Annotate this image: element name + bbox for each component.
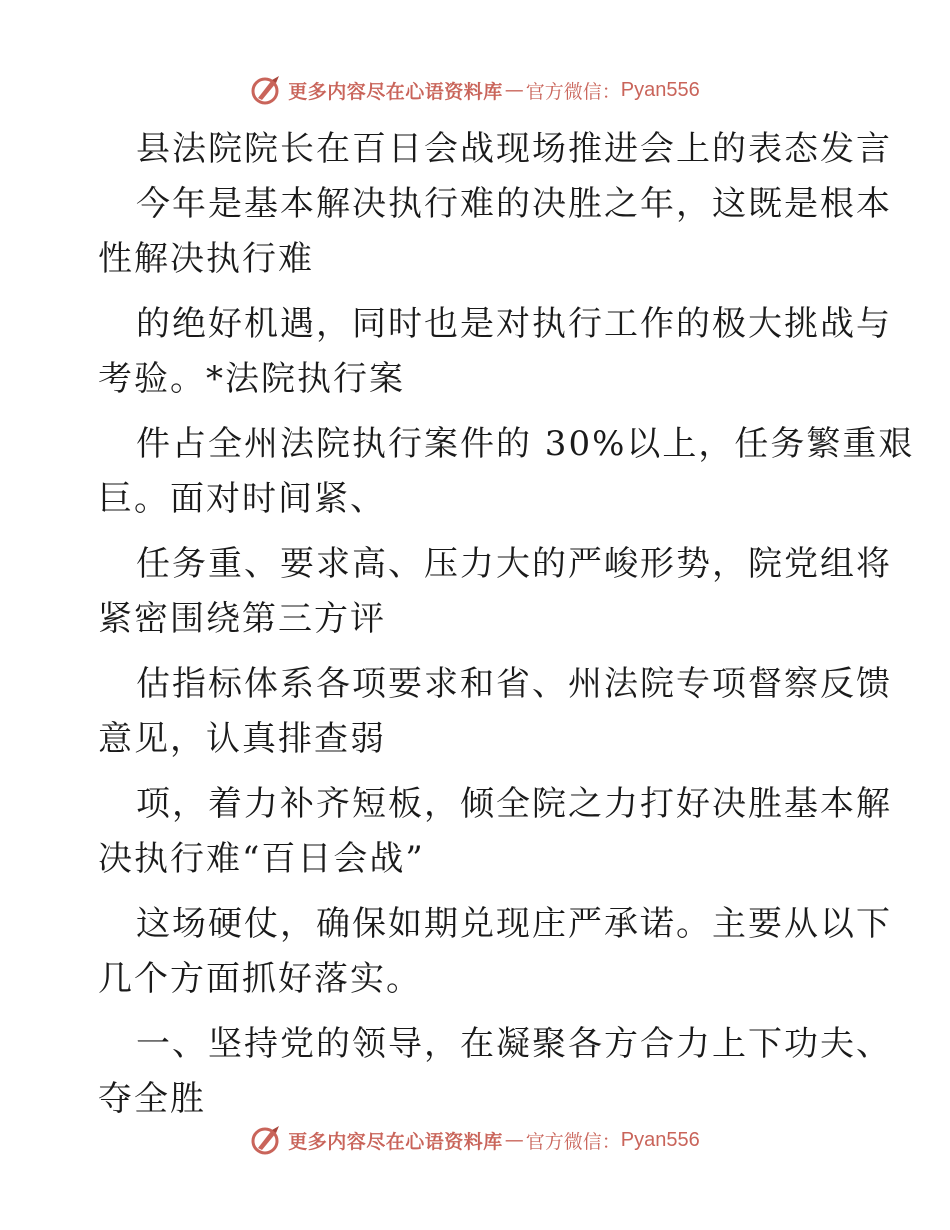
- text-line: 估指标体系各项要求和省、州法院专项督察反馈: [136, 664, 892, 704]
- text-line: 紧密围绕第三方评: [98, 599, 386, 639]
- text-line: 件占全州法院执行案件的 30%以上，任务繁重艰: [136, 424, 915, 464]
- banner-dash: —: [504, 79, 524, 101]
- text-line: 今年是基本解决执行难的决胜之年，这既是根本: [136, 184, 892, 224]
- text-line: 的绝好机遇，同时也是对执行工作的极大挑战与: [136, 304, 892, 344]
- text-line: 几个方面抓好落实。: [98, 959, 422, 999]
- banner-label: 官方微信：: [525, 1130, 621, 1153]
- text-line: 项，着力补齐短板，倾全院之力打好决胜基本解: [136, 784, 892, 824]
- banner-label: 官方微信：: [525, 80, 621, 103]
- banner-brand: 更多内容尽在心语资料库: [288, 80, 503, 103]
- banner-wechat-id: Pyan556: [620, 78, 700, 101]
- text-line: 意见，认真排查弱: [98, 719, 386, 759]
- banner-brand: 更多内容尽在心语资料库: [288, 1130, 503, 1153]
- section-heading: 一、坚持党的领导，在凝聚各方合力上下功夫、: [136, 1024, 892, 1064]
- quill-logo-icon: [250, 1124, 282, 1156]
- banner-dash: —: [504, 1129, 524, 1151]
- quill-logo-icon: [250, 74, 282, 106]
- text-line: 这场硬仗，确保如期兑现庄严承诺。主要从以下: [136, 904, 892, 944]
- footer-banner: [0, 1120, 950, 1160]
- text-line: 考验。*法院执行案: [98, 359, 405, 399]
- text-line: 决执行难“百日会战”: [98, 839, 425, 879]
- text-line: 任务重、要求高、压力大的严峻形势，院党组将: [136, 544, 892, 584]
- document-body: [98, 122, 915, 1127]
- text-line: 夺全胜: [98, 1079, 206, 1119]
- text-line: 巨。面对时间紧、: [98, 479, 386, 519]
- banner-wechat-id: Pyan556: [620, 1128, 700, 1151]
- text-line: 性解决执行难: [98, 239, 314, 279]
- header-banner: [0, 70, 950, 110]
- document-title: 县法院院长在百日会战现场推进会上的表态发言: [136, 129, 892, 169]
